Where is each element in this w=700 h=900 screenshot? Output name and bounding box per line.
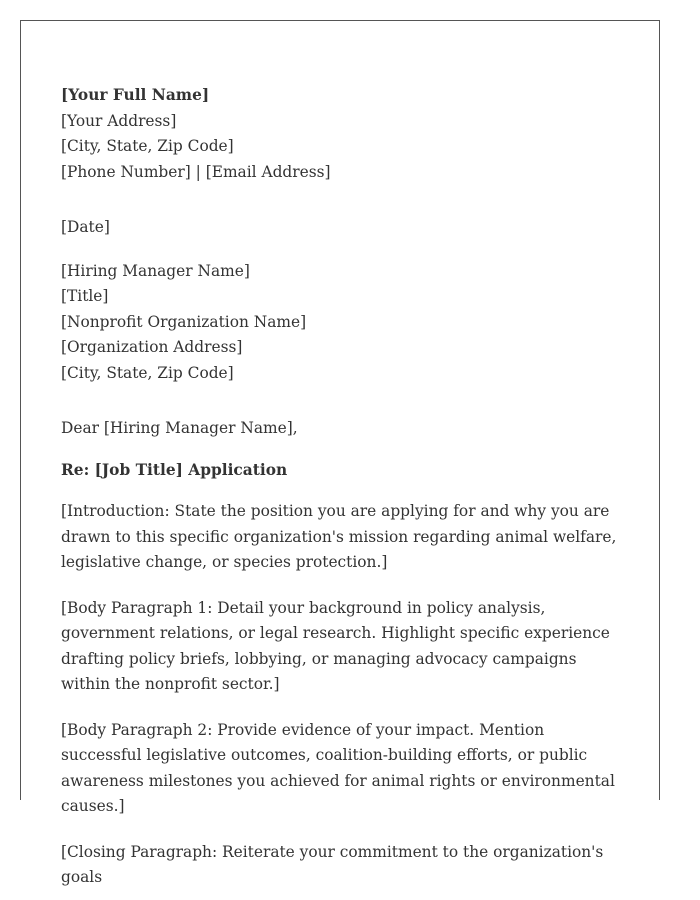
paragraph-closing: [Closing Paragraph: Reiterate your commitment to the organization's goals [61, 842, 604, 886]
paragraph-body-1: [Body Paragraph 1: Detail your background in policy analysis, government relations, or legal research. Highlight specific experience drafting policy briefs, lobbying, or managing advocacy campaigns within the nonprofit sector.] [61, 598, 610, 693]
recipient-organization: [Nonprofit Organization Name] [61, 312, 307, 331]
sender-contact: [Phone Number] | [Email Address] [61, 162, 331, 181]
recipient-address: [Organization Address] [61, 338, 243, 356]
paragraph-body-2: [Body Paragraph 2: Provide evidence of your impact. Mention successful legislative outcomes, coalition-building efforts, or public awareness milestones you achieved for animal rights or environmental causes.] [61, 720, 615, 815]
salutation: Dear [Hiring Manager Name], [61, 419, 298, 437]
sender-city-state-zip: [City, State, Zip Code] [61, 137, 234, 155]
sender-name: [Your Full Name] [61, 86, 210, 104]
letter-content [61, 83, 621, 891]
letter-date: [Date] [61, 218, 110, 236]
recipient-city-state-zip: [City, State, Zip Code] [61, 363, 234, 382]
sender-address: [Your Address] [61, 111, 177, 130]
recipient-title: [Title] [61, 287, 109, 305]
subject-line: Re: [Job Title] Application [61, 460, 288, 479]
recipient-name: [Hiring Manager Name] [61, 261, 250, 280]
letter-page [20, 20, 660, 886]
paragraph-introduction: [Introduction: State the position you are applying for and why you are drawn to this specific organization's mission regarding animal welfare, legislative change, or species protection.] [61, 502, 617, 571]
